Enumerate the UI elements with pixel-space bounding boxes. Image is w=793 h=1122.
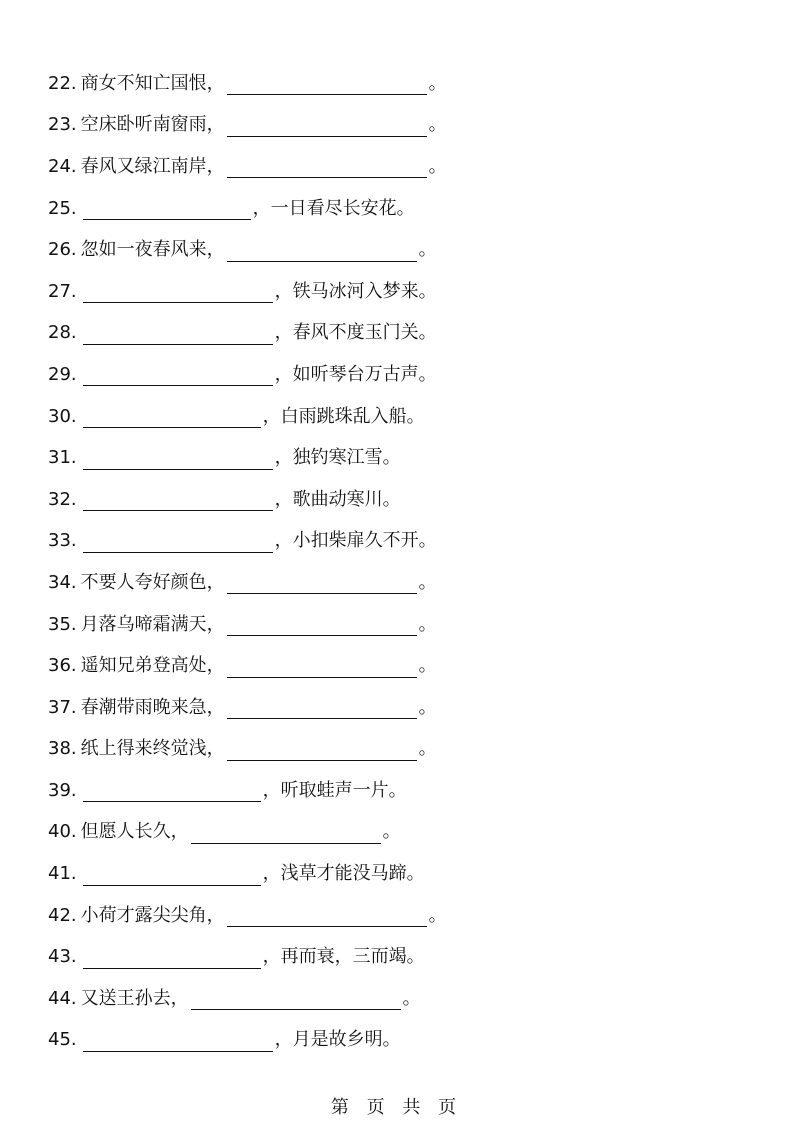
question-item xyxy=(48,1020,768,1062)
question-item xyxy=(48,687,768,729)
question-item xyxy=(48,562,768,604)
question-text-after: 。 xyxy=(428,114,447,136)
answer-blank[interactable] xyxy=(83,779,261,802)
answer-blank[interactable] xyxy=(191,821,381,844)
question-text-before: 遥知兄弟登高处， xyxy=(80,655,225,677)
question-item xyxy=(48,146,768,188)
question-text-after: 。 xyxy=(418,571,437,593)
question-text-after: ，如听琴台万古声。 xyxy=(274,363,437,385)
question-number: 27. xyxy=(48,280,77,302)
question-item xyxy=(48,812,768,854)
question-text-after: 。 xyxy=(418,738,437,760)
question-number: 34. xyxy=(48,571,77,593)
question-item xyxy=(48,853,768,895)
page-footer: 第 页 共 页 xyxy=(330,1097,463,1118)
question-item xyxy=(48,188,768,230)
question-text-after: ，再而衰，三而竭。 xyxy=(262,946,425,968)
answer-blank[interactable] xyxy=(227,613,417,636)
answer-blank[interactable] xyxy=(83,530,273,553)
answer-blank[interactable] xyxy=(227,904,427,927)
question-text-after: ，一日看尽长安花。 xyxy=(252,197,415,219)
question-number: 28. xyxy=(48,322,77,344)
question-item xyxy=(48,645,768,687)
question-text-after: ，浅草才能没马蹄。 xyxy=(262,863,425,885)
answer-blank[interactable] xyxy=(227,114,427,137)
question-item xyxy=(48,770,768,812)
question-text-before: 纸上得来终觉浅， xyxy=(80,738,225,760)
question-number: 45. xyxy=(48,1029,77,1051)
answer-blank[interactable] xyxy=(83,946,261,969)
question-item xyxy=(48,313,768,355)
answer-blank[interactable] xyxy=(227,239,417,262)
question-text-before: 商女不知亡国恨， xyxy=(80,72,225,94)
question-text-before: 空床卧听南窗雨， xyxy=(80,114,225,136)
answer-blank[interactable] xyxy=(227,655,417,678)
question-number: 32. xyxy=(48,488,77,510)
question-number: 36. xyxy=(48,655,77,677)
question-text-after: 。 xyxy=(428,72,447,94)
answer-blank[interactable] xyxy=(83,488,273,511)
question-item xyxy=(48,229,768,271)
question-text-before: 月落乌啼霜满天， xyxy=(80,613,225,635)
question-text-after: ，白雨跳珠乱入船。 xyxy=(262,405,425,427)
question-text-after: 。 xyxy=(418,696,437,718)
question-number: 23. xyxy=(48,114,77,136)
question-text-after: 。 xyxy=(428,155,447,177)
answer-blank[interactable] xyxy=(83,863,261,886)
question-number: 43. xyxy=(48,946,77,968)
question-number: 35. xyxy=(48,613,77,635)
answer-blank[interactable] xyxy=(83,405,261,428)
question-text-after: ，春风不度玉门关。 xyxy=(274,322,437,344)
question-text-after: 。 xyxy=(402,987,421,1009)
question-text-before: 小荷才露尖尖角， xyxy=(80,904,225,926)
question-item xyxy=(48,354,768,396)
question-text-after: ，铁马冰河入梦来。 xyxy=(274,280,437,302)
answer-blank[interactable] xyxy=(83,197,251,220)
question-item xyxy=(48,63,768,105)
question-number: 31. xyxy=(48,447,77,469)
answer-blank[interactable] xyxy=(227,155,427,178)
question-text-after: ，独钓寒江雪。 xyxy=(274,447,401,469)
question-text-before: 春潮带雨晚来急， xyxy=(80,696,225,718)
answer-blank[interactable] xyxy=(227,696,417,719)
question-text-before: 不要人夸好颜色， xyxy=(80,571,225,593)
question-number: 40. xyxy=(48,821,77,843)
question-item xyxy=(48,604,768,646)
question-item xyxy=(48,729,768,771)
question-item xyxy=(48,521,768,563)
answer-blank[interactable] xyxy=(83,280,273,303)
question-item xyxy=(48,936,768,978)
question-item xyxy=(48,105,768,147)
question-item xyxy=(48,271,768,313)
question-text-after: ，小扣柴扉久不开。 xyxy=(274,530,437,552)
question-item xyxy=(48,895,768,937)
question-item xyxy=(48,396,768,438)
question-number: 24. xyxy=(48,155,77,177)
question-text-after: 。 xyxy=(428,904,447,926)
question-number: 41. xyxy=(48,863,77,885)
answer-blank[interactable] xyxy=(227,72,427,95)
question-number: 26. xyxy=(48,239,77,261)
question-text-after: 。 xyxy=(418,655,437,677)
answer-blank[interactable] xyxy=(227,738,417,761)
answer-blank[interactable] xyxy=(83,447,273,470)
question-text-before: 春风又绿江南岸， xyxy=(80,155,225,177)
question-number: 38. xyxy=(48,738,77,760)
answer-blank[interactable] xyxy=(83,363,273,386)
question-number: 33. xyxy=(48,530,77,552)
question-number: 29. xyxy=(48,363,77,385)
question-item xyxy=(48,479,768,521)
question-number: 42. xyxy=(48,904,77,926)
question-number: 37. xyxy=(48,696,77,718)
question-number: 22. xyxy=(48,72,77,94)
answer-blank[interactable] xyxy=(83,1029,273,1052)
question-text-after: 。 xyxy=(418,239,437,261)
question-number: 39. xyxy=(48,779,77,801)
question-item xyxy=(48,437,768,479)
question-text-before: 但愿人长久， xyxy=(80,821,189,843)
question-text-after: 。 xyxy=(382,821,401,843)
question-number: 44. xyxy=(48,987,77,1009)
answer-blank[interactable] xyxy=(227,571,417,594)
question-number: 25. xyxy=(48,197,77,219)
question-text-after: ，听取蛙声一片。 xyxy=(262,779,407,801)
question-text-before: 忽如一夜春风来， xyxy=(80,239,225,261)
question-text-after: ，歌曲动寒川。 xyxy=(274,488,401,510)
question-item xyxy=(48,978,768,1020)
question-text-after: 。 xyxy=(418,613,437,635)
question-number: 30. xyxy=(48,405,77,427)
answer-blank[interactable] xyxy=(191,987,401,1010)
answer-blank[interactable] xyxy=(83,322,273,345)
question-text-before: 又送王孙去， xyxy=(80,987,189,1009)
question-list xyxy=(48,63,768,1061)
question-text-after: ，月是故乡明。 xyxy=(274,1029,401,1051)
